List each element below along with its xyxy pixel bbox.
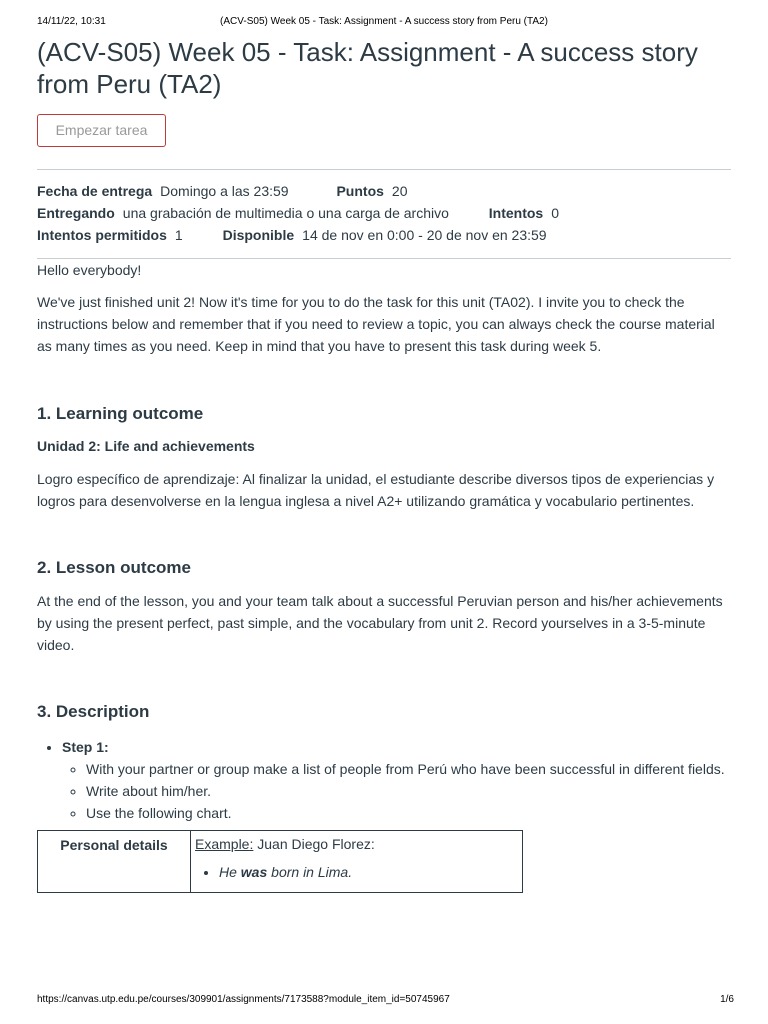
details-row-1	[37, 180, 731, 202]
list-item	[219, 861, 518, 883]
due-label: Fecha de entrega	[37, 183, 153, 199]
example-sentence	[219, 864, 352, 880]
table-example-cell	[191, 831, 523, 893]
attempts-label: Intentos	[488, 205, 544, 221]
print-timestamp: 14/11/22, 10:31	[37, 16, 106, 27]
example-name: Juan Diego Florez:	[253, 836, 375, 852]
step-1-label: Step 1:	[62, 739, 109, 755]
sentence-part: born in Lima.	[267, 864, 353, 880]
list-item: ◦ Write about him/her.	[86, 780, 731, 802]
start-assignment-button[interactable]: Empezar tarea	[37, 114, 166, 147]
due-value: Domingo a las 23:59	[160, 183, 289, 199]
unit-subtitle: Unidad 2: Life and achievements	[37, 438, 255, 454]
section-description-heading: 3. Description	[37, 702, 150, 721]
personal-details-table	[37, 830, 523, 893]
greeting-text: Hello everybody!	[37, 262, 142, 278]
sentence-verb: was	[240, 864, 268, 880]
table-header-cell: Personal details	[38, 831, 191, 893]
attempts-value: 0	[551, 205, 560, 221]
print-doc-title: (ACV-S05) Week 05 - Task: Assignment - A success story from Peru (TA2)	[220, 16, 548, 27]
points-value: 20	[391, 183, 408, 199]
step-1-sublist	[62, 758, 731, 824]
list-item: ◦ With your partner or group make a list of people from Perú who have been successful in different fields.	[86, 758, 731, 780]
sentence-part: He	[219, 864, 241, 880]
points-label: Puntos	[336, 183, 384, 199]
page-title: (ACV-S05) Week 05 - Task: Assignment - A success story from Peru (TA2)	[37, 37, 698, 99]
submitting-value: una grabación de multimedia o una carga de archivo	[122, 205, 449, 221]
available-label: Disponible	[222, 227, 295, 243]
table-row	[38, 831, 523, 893]
print-url: https://canvas.utp.edu.pe/courses/309901/assignments/7173588?module_item_id=50745967	[37, 994, 450, 1005]
learning-outcome-text: Logro específico de aprendizaje: Al finalizar la unidad, el estudiante describe diversos tipos de experiencias y logros para desenvolverse en la lengua inglesa a nivel A2+ utilizando gramática y vocabulario pertinentes.	[37, 471, 715, 509]
section-learning-outcome-heading: 1. Learning outcome	[37, 404, 204, 423]
details-row-2	[37, 202, 731, 224]
available-value: 14 de nov en 0:00 - 20 de nov en 23:59	[302, 227, 547, 243]
main-content	[37, 36, 731, 893]
section-lesson-outcome-heading: 2. Lesson outcome	[37, 558, 191, 577]
list-item: ◦ Use the following chart.	[86, 802, 731, 824]
print-page-number: 1/6	[720, 994, 734, 1005]
allowed-attempts-label: Intentos permitidos	[37, 227, 167, 243]
lesson-outcome-text: At the end of the lesson, you and your team talk about a successful Peruvian person and his/her achievements by using the present perfect, past simple, and the vocabulary from unit 2. Record yourselves in a 3-5-minute video.	[37, 593, 723, 653]
example-list	[195, 861, 518, 883]
example-label: Example:	[195, 836, 254, 852]
assignment-description	[37, 259, 731, 893]
print-header	[0, 16, 768, 30]
details-row-3	[37, 224, 731, 246]
allowed-attempts-value: 1	[174, 227, 183, 243]
assignment-details	[37, 169, 731, 259]
intro-text: We've just finished unit 2! Now it's time for you to do the task for this unit (TA02). I invite you to check the instructions below and remember that if you need to review a topic, you can always check the course material as many times as you need. Keep in mind that you have to present this task during week 5.	[37, 294, 715, 354]
step-1-item	[62, 736, 731, 824]
steps-list	[37, 736, 731, 824]
submitting-label: Entregando	[37, 205, 115, 221]
